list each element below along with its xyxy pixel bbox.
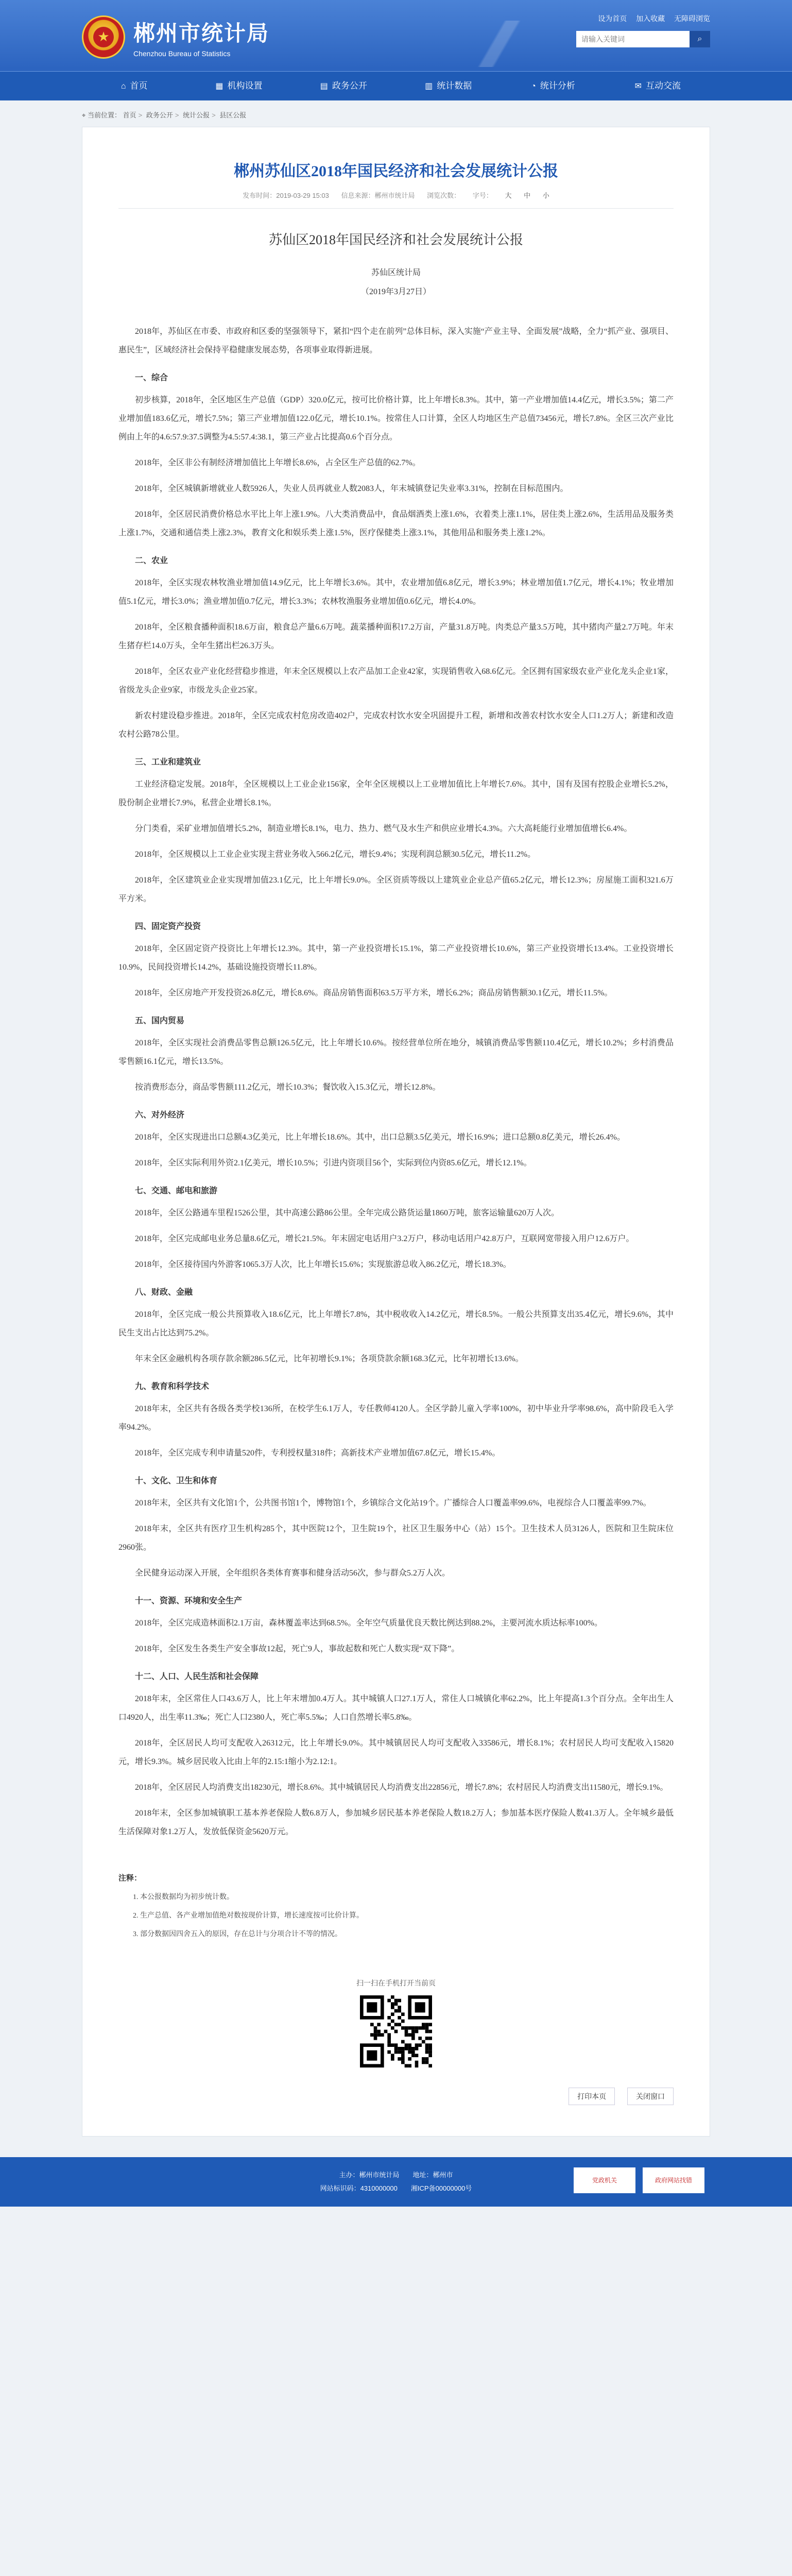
nav-item-statistics-analysis[interactable]: ◔ 统计分析 bbox=[501, 72, 605, 100]
nav-item-statistics-data[interactable]: ▥ 统计数据 bbox=[396, 72, 501, 100]
site-title: 郴州市统计局 bbox=[133, 22, 270, 46]
qr-section bbox=[118, 1978, 674, 2070]
section-paragraph: 2018年末，全区共有医疗卫生机构285个，其中医院12个，卫生院19个，社区卫生服务中心（站）15个。卫生技术人员3126人，医院和卫生院床位2960张。 bbox=[118, 1524, 674, 1552]
section-paragraph: 初步核算，2018年，全区地区生产总值（GDP）320.0亿元，按可比价格计算，比上年增长8.3%。其中，第一产业增加值14.4亿元，增长3.5%；第二产业增加值183.6亿元，增长7.5%；第三产业增加值122.0亿元，增长10.1%。按常住人口计算，全区人均地区生产总值73456元，增长7.8%。全区三次产业比例由上年的4.6:57.9:37.5调整为4.5:57.4:38.1，第三产业占比提高0.6个百分点。 bbox=[118, 396, 674, 442]
info-source: 信息来源：郴州市统计局 bbox=[341, 192, 415, 199]
section-heading: 七、交通、邮电和旅游 bbox=[135, 1187, 218, 1195]
article-sections bbox=[118, 371, 674, 1841]
section-paragraph: 2018年，全区实现进出口总额4.3亿美元，比上年增长18.6%。其中，出口总额3.5亿美元，增长16.9%；进口总额0.8亿美元，增长26.4%。 bbox=[135, 1133, 625, 1142]
party-government-badge[interactable]: 党政机关 bbox=[574, 2167, 635, 2193]
intro-paragraph: 2018年，苏仙区在市委、市政府和区委的坚强领导下，紧扣“四个走在前列”总体目标，深入实施“产业主导、全面发展”战略，全力“抓产业、强项目、惠民生”，区域经济社会保持平稳健康发展态势，各项事业取得新进展。 bbox=[118, 327, 674, 354]
article-title: 郴州苏仙区2018年国民经济和社会发展统计公报 bbox=[234, 163, 558, 180]
site-title-en: Chenzhou Bureau of Statistics bbox=[133, 49, 231, 58]
footer-line-2: 网站标识码：4310000000 湘ICP备00000000号 bbox=[320, 2184, 472, 2192]
breadcrumb-label: 当前位置： bbox=[87, 111, 121, 119]
set-homepage-link[interactable]: 设为首页 bbox=[598, 14, 627, 23]
section-paragraph: 2018年，全区固定资产投资比上年增长12.3%。其中，第一产业投资增长15.1%，第二产业投资增长10.6%，第三产业投资增长13.4%。工业投资增长10.9%，民间投资增长14.2%，基础设施投资增长11.8%。 bbox=[118, 944, 674, 972]
note-item: 2. 生产总值、各产业增加值绝对数按现价计算，增长速度按可比价计算。 bbox=[133, 1912, 364, 1920]
breadcrumb-government[interactable]: 政务公开 bbox=[146, 111, 173, 119]
location-icon: ⌖ bbox=[82, 111, 86, 119]
notes-title: 注释： bbox=[118, 1874, 142, 1883]
document-issuer: 苏仙区统计局 bbox=[371, 268, 421, 277]
chat-icon: ✉ bbox=[634, 82, 642, 91]
section-paragraph: 新农村建设稳步推进。2018年，全区完成农村危房改造402户，完成农村饮水安全巩固提升工程，新增和改善农村饮水安全人口1.2万人；新建和改造农村公路78公里。 bbox=[118, 711, 674, 739]
print-button[interactable]: 打印本页 bbox=[569, 2088, 615, 2105]
section-paragraph: 2018年，全区农业产业化经营稳步推进，年末全区规模以上农产品加工企业42家，实现销售收入68.6亿元。全区拥有国家级农业产业化龙头企业1家，省级龙头企业9家，市级龙头企业25家。 bbox=[118, 667, 674, 694]
section-paragraph: 2018年末，全区常住人口43.6万人，比上年末增加0.4万人。其中城镇人口27.1万人，常住人口城镇化率62.2%，比上年提高1.3个百分点。全年出生人口4920人，出生率11.3‰；死亡人口2380人，死亡率5.5‰；人口自然增长率5.8‰。 bbox=[118, 1694, 674, 1722]
nav-item-government-affairs[interactable]: ▤ 政务公开 bbox=[291, 72, 396, 100]
font-size-label: 字号： bbox=[472, 192, 493, 199]
view-count: 浏览次数： bbox=[427, 192, 461, 199]
font-size-medium[interactable]: 中 bbox=[524, 192, 531, 199]
section-paragraph: 2018年，全区居民人均可支配收入26312元，比上年增长9.0%。其中城镇居民人均可支配收入33586元，增长8.1%；农村居民人均可支配收入15820元，增长9.3%。城乡居民收入比由上年的2.15:1缩小为2.12:1。 bbox=[118, 1739, 674, 1766]
section-heading: 十二、人口、人民生活和社会保障 bbox=[135, 1672, 259, 1681]
main-nav bbox=[0, 71, 792, 100]
search-input[interactable] bbox=[576, 31, 690, 47]
font-size-large[interactable]: 大 bbox=[505, 192, 512, 199]
section-paragraph: 2018年，全区非公有制经济增加值比上年增长8.6%，占全区生产总值的62.7%。 bbox=[135, 459, 421, 467]
chart-icon: ▥ bbox=[425, 82, 433, 91]
section-paragraph: 2018年末，全区共有文化馆1个，公共图书馆1个，博物馆1个，乡镇综合文化站19个。广播综合人口覆盖率99.6%，电视综合人口覆盖率99.7%。 bbox=[135, 1499, 651, 1507]
nav-item-organization[interactable]: ▦ 机构设置 bbox=[186, 72, 291, 100]
footer-line-1: 主办：郴州市统计局 地址：郴州市 bbox=[339, 2171, 453, 2179]
site-footer bbox=[0, 2157, 792, 2207]
search-box bbox=[576, 31, 710, 47]
notes-list bbox=[118, 1890, 674, 1942]
document-date: （2019年3月27日） bbox=[360, 287, 431, 296]
section-heading: 十一、资源、环境和安全生产 bbox=[135, 1597, 243, 1605]
section-paragraph: 2018年，全区完成专利申请量520件，专利授权量318件；高新技术产业增加值67.8亿元，增长15.4%。 bbox=[135, 1449, 501, 1458]
section-paragraph: 2018年，全区规模以上工业企业实现主营业务收入566.2亿元，增长9.4%；实现利润总额30.5亿元，增长11.2%。 bbox=[135, 850, 536, 859]
nav-item-interaction[interactable]: ✉ 互动交流 bbox=[606, 72, 710, 100]
search-icon: ⌕ bbox=[697, 35, 702, 43]
article-meta bbox=[118, 190, 674, 209]
qr-label: 扫一扫在手机打开当前页 bbox=[356, 1979, 436, 1987]
section-paragraph: 按消费形态分，商品零售额111.2亿元，增长10.3%；餐饮收入15.3亿元，增长12.8%。 bbox=[135, 1083, 441, 1092]
article-container bbox=[82, 127, 710, 2137]
breadcrumb-bulletin[interactable]: 统计公报 bbox=[183, 111, 210, 119]
site-logo[interactable] bbox=[82, 15, 269, 59]
building-icon: ▦ bbox=[215, 82, 223, 91]
section-paragraph: 全民健身运动深入开展，全年组织各类体育赛事和健身活动56次，参与群众5.2万人次。 bbox=[135, 1569, 451, 1578]
section-paragraph: 2018年，全区建筑业企业实现增加值23.1亿元，比上年增长9.0%。全区资质等级以上建筑业企业总产值65.2亿元，增长12.3%；房屋施工面积321.6万平方米。 bbox=[118, 876, 674, 903]
section-paragraph: 2018年，全区完成邮电业务总量8.6亿元，增长21.5%。年末固定电话用户3.2万户，移动电话用户42.8万户，互联网宽带接入用户12.6万户。 bbox=[135, 1234, 634, 1243]
section-paragraph: 2018年，全区粮食播种面积18.6万亩，粮食总产量6.6万吨。蔬菜播种面积17.2万亩，产量31.8万吨。肉类总产量3.5万吨，其中猪肉产量2.7万吨。年末生猪存栏14.0万头，全年生猪出栏26.3万头。 bbox=[118, 623, 674, 650]
home-icon: ⌂ bbox=[120, 82, 126, 91]
section-paragraph: 工业经济稳定发展。2018年，全区规模以上工业企业156家，全年全区规模以上工业增加值比上年增长7.6%。其中，国有及国有控股企业增长5.2%，股份制企业增长7.9%，私营企业增长8.1%。 bbox=[118, 780, 674, 807]
section-paragraph: 2018年末，全区共有各级各类学校136所，在校学生6.1万人，专任教师4120人。全区学龄儿童入学率100%，初中毕业升学率98.6%，高中阶段毛入学率94.2%。 bbox=[118, 1404, 674, 1432]
section-heading: 三、工业和建筑业 bbox=[135, 758, 201, 767]
close-window-button[interactable]: 关闭窗口 bbox=[627, 2088, 674, 2105]
document-title: 苏仙区2018年国民经济和社会发展统计公报 bbox=[268, 232, 523, 247]
article-actions bbox=[118, 2088, 674, 2105]
section-heading: 八、财政、金融 bbox=[135, 1288, 193, 1297]
section-heading: 九、教育和科学技术 bbox=[135, 1382, 210, 1391]
top-links bbox=[591, 13, 710, 24]
nav-item-home[interactable]: ⌂ 首页 bbox=[82, 72, 186, 100]
font-size-small[interactable]: 小 bbox=[542, 192, 549, 199]
section-paragraph: 2018年，全区居民消费价格总水平比上年上涨1.9%。八大类消费品中，食品烟酒类上涨1.6%，衣着类上涨1.1%，居住类上涨2.6%，生活用品及服务类上涨1.7%，交通和通信类上涨2.3%，教育文化和娱乐类上涨1.5%，医疗保健类上涨3.1%，其他用品和服务类上涨1.2%。 bbox=[118, 510, 674, 537]
section-heading: 一、综合 bbox=[135, 374, 168, 382]
section-paragraph: 2018年末，全区参加城镇职工基本养老保险人数6.8万人，参加城乡居民基本养老保险人数18.2万人；参加基本医疗保险人数41.3万人。全年城乡最低生活保障对象1.2万人，发放低保资金5620万元。 bbox=[118, 1809, 674, 1836]
national-emblem-icon: ★ bbox=[82, 15, 125, 59]
section-paragraph: 2018年，全区房地产开发投资26.8亿元，增长8.6%。商品房销售面积63.5万平方米，增长6.2%；商品房销售额30.1亿元，增长11.5%。 bbox=[135, 989, 613, 997]
breadcrumb-home[interactable]: 首页 bbox=[123, 111, 136, 119]
section-paragraph: 2018年，全区公路通车里程1526公里，其中高速公路86公里。全年完成公路货运量1860万吨，旅客运输量620万人次。 bbox=[135, 1209, 560, 1217]
breadcrumb-county-bulletin[interactable]: 县区公报 bbox=[219, 111, 247, 119]
section-heading: 二、农业 bbox=[135, 556, 168, 565]
search-button[interactable] bbox=[690, 31, 710, 47]
section-paragraph: 2018年，全区实现社会消费品零售总额126.5亿元，比上年增长10.6%。按经营单位所在地分，城镇消费品零售额110.4亿元，增长10.2%；乡村消费品零售额16.1亿元，增长13.5%。 bbox=[118, 1039, 674, 1066]
publish-date: 发布时间：2019-03-29 15:03 bbox=[243, 192, 329, 199]
section-heading: 四、固定资产投资 bbox=[135, 922, 201, 931]
section-paragraph: 2018年，全区实际利用外资2.1亿美元，增长10.5%；引进内资项目56个，实际到位内资85.6亿元，增长12.1%。 bbox=[135, 1159, 532, 1167]
section-paragraph: 年末全区金融机构各项存款余额286.5亿元，比年初增长9.1%；各项贷款余额168.3亿元，比年初增长13.6%。 bbox=[135, 1354, 524, 1363]
section-paragraph: 2018年，全区发生各类生产安全事故12起，死亡9人，事故起数和死亡人数实现“双下降”。 bbox=[135, 1645, 460, 1653]
note-item: 1. 本公报数据均为初步统计数。 bbox=[133, 1893, 234, 1901]
document-icon: ▤ bbox=[320, 82, 328, 91]
breadcrumb: ⌖ 当前位置： 首页 > 政务公开 > 统计公报 > 县区公报 bbox=[82, 111, 247, 119]
site-error-report-badge[interactable]: 政府网站找错 bbox=[643, 2167, 704, 2193]
section-paragraph: 2018年，全区实现农林牧渔业增加值14.9亿元，比上年增长3.6%。其中，农业增加值6.8亿元，增长3.9%；林业增加值1.7亿元，增长4.1%；牧业增加值5.1亿元，增长3.0%；渔业增加值0.7亿元，增长3.3%；农林牧渔服务业增加值0.6亿元，增长4.0%。 bbox=[118, 579, 674, 606]
add-favorite-link[interactable]: 加入收藏 bbox=[636, 14, 665, 23]
section-heading: 六、对外经济 bbox=[135, 1111, 185, 1120]
accessibility-link[interactable]: 无障碍浏览 bbox=[674, 14, 710, 23]
section-paragraph: 2018年，全区完成一般公共预算收入18.6亿元，比上年增长7.8%，其中税收收入14.2亿元，增长8.5%。一般公共预算支出35.4亿元，增长9.6%，其中民生支出占比达到75.2%。 bbox=[118, 1310, 674, 1337]
site-header bbox=[0, 0, 792, 71]
section-paragraph: 2018年，全区城镇新增就业人数5926人，失业人员再就业人数2083人，年末城镇登记失业率3.31%，控制在目标范围内。 bbox=[135, 484, 569, 493]
note-item: 3. 部分数据因四舍五入的原因，存在总计与分项合计不等的情况。 bbox=[133, 1930, 342, 1938]
section-paragraph: 2018年，全区接待国内外游客1065.3万人次，比上年增长15.6%；实现旅游总收入86.2亿元，增长18.3%。 bbox=[135, 1260, 511, 1269]
analysis-icon: ◔ bbox=[531, 82, 536, 91]
section-heading: 五、国内贸易 bbox=[135, 1016, 185, 1025]
qr-code-icon bbox=[360, 1995, 432, 2067]
section-heading: 十、文化、卫生和体育 bbox=[135, 1477, 218, 1485]
section-paragraph: 2018年，全区居民人均消费支出18230元，增长8.6%。其中城镇居民人均消费支出22856元，增长7.8%；农村居民人均消费支出11580元，增长9.1%。 bbox=[135, 1783, 668, 1792]
section-paragraph: 2018年，全区完成造林面积2.1万亩，森林覆盖率达到68.5%。全年空气质量优良天数比例达到88.2%，主要河流水质达标率100%。 bbox=[135, 1619, 602, 1628]
section-paragraph: 分门类看，采矿业增加值增长5.2%，制造业增长8.1%，电力、热力、燃气及水生产和供应业增长4.3%。六大高耗能行业增加值增长6.4%。 bbox=[135, 824, 632, 833]
